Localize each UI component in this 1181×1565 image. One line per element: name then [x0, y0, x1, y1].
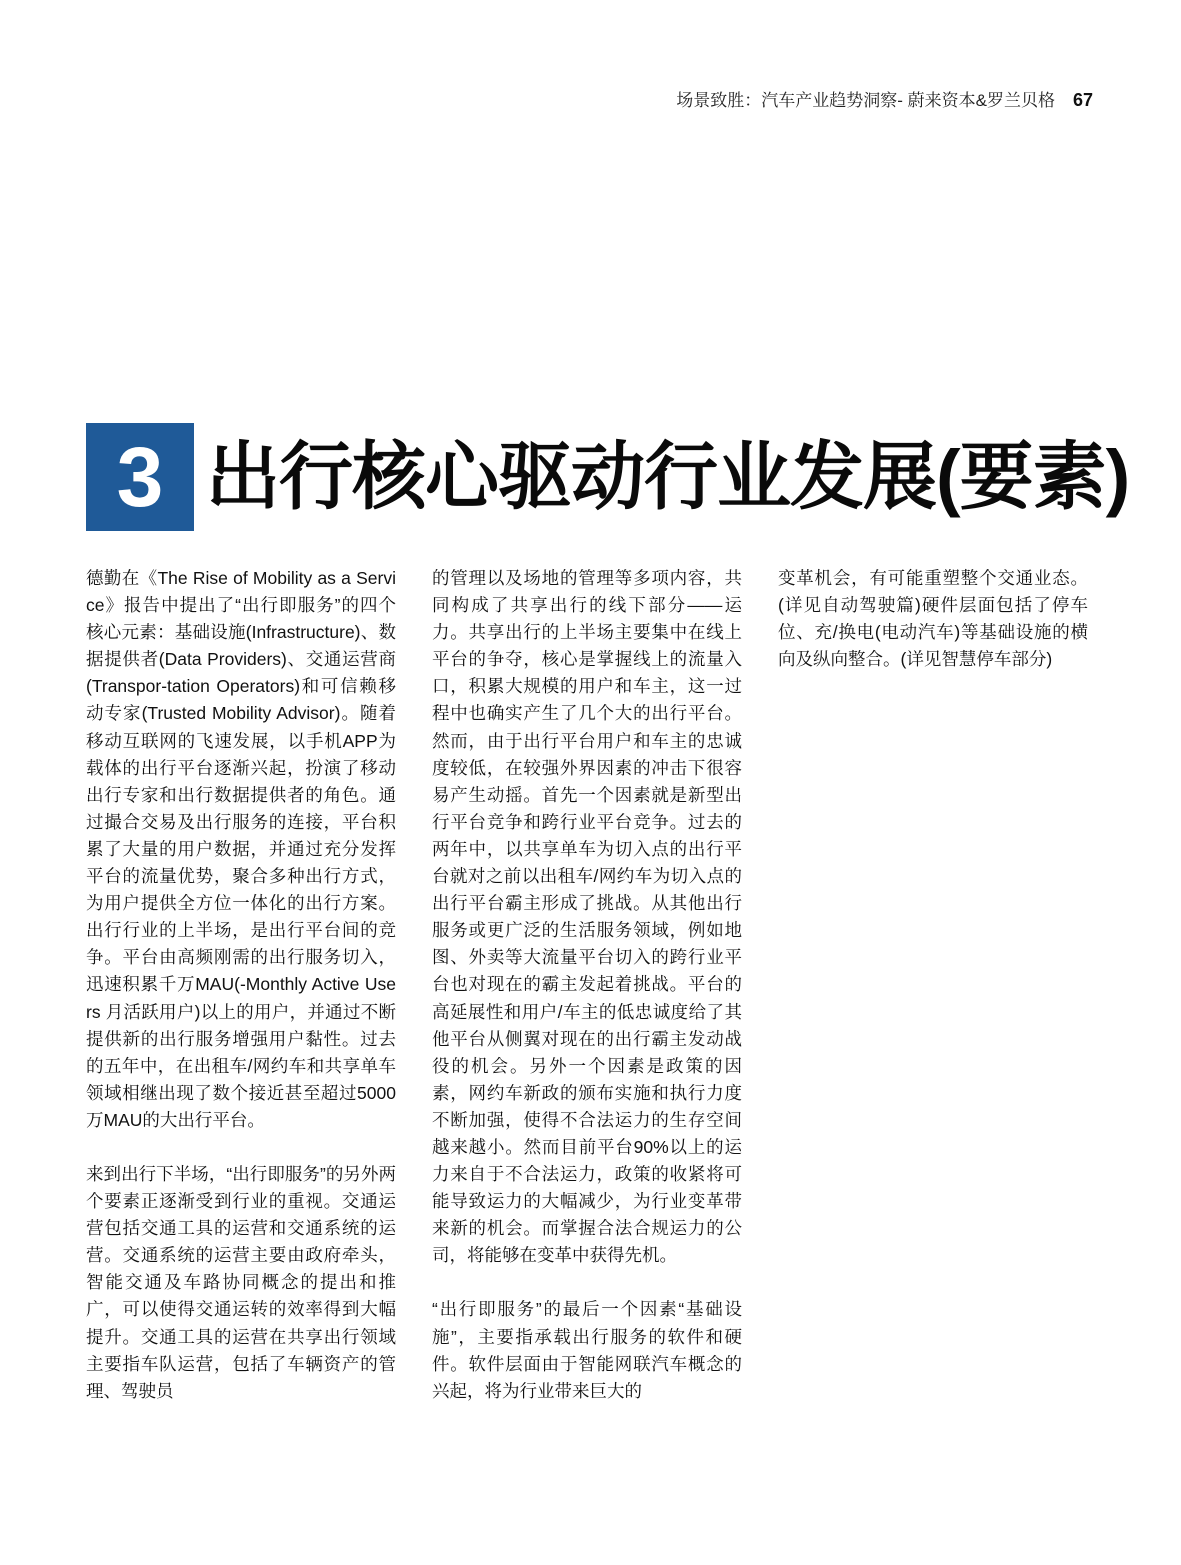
paragraph: “出行即服务”的最后一个因素“基础设施”，主要指承载出行服务的软件和硬件。软件层面由于智能网联汽车概念的兴起，将为行业带来巨大的	[432, 1299, 742, 1401]
running-header	[676, 86, 1093, 111]
text-column-1	[86, 565, 396, 1432]
body-columns	[86, 565, 1088, 1432]
page-number: 67	[1072, 90, 1093, 110]
text-column-2	[432, 565, 742, 1432]
paragraph: 的管理以及场地的管理等多项内容，共同构成了共享出行的线下部分——运力。共享出行的上半场主要集中在线上平台的争夺，核心是掌握线上的流量入口，积累大规模的用户和车主，这一过程中也确实产生了几个大的出行平台。然而，由于出行平台用户和车主的忠诚度较低，在较强外界因素的冲击下很容易产生动摇。首先一个因素就是新型出行平台竞争和跨行业平台竞争。过去的两年中，以共享单车为切入点的出行平台就对之前以出租车/网约车为切入点的出行平台霸主形成了挑战。从其他出行服务或更广泛的生活服务领域，例如地图、外卖等大流量平台切入的跨行业平台也对现在的霸主发起着挑战。平台的高延展性和用户/车主的低忠诚度给了其他平台从侧翼对现在的出行霸主发动战役的机会。另外一个因素是政策的因素，网约车新政的颁布实施和执行力度不断加强，使得不合法运力的生存空间越来越小。然而目前平台90%以上的运力来自于不合法运力，政策的收紧将可能导致运力的大幅减少，为行业变革带来新的机会。而掌握合法合规运力的公司，将能够在变革中获得先机。	[432, 568, 742, 1266]
text-column-3	[778, 565, 1088, 1432]
chapter-number-badge	[86, 423, 194, 531]
running-title: 场景致胜：汽车产业趋势洞察- 蔚来资本&罗兰贝格	[676, 91, 1055, 110]
paragraph: 来到出行下半场，“出行即服务”的另外两个要素正逐渐受到行业的重视。交通运营包括交通工具的运营和交通系统的运营。交通系统的运营主要由政府牵头，智能交通及车路协同概念的提出和推广，可以使得交通运转的效率得到大幅提升。交通工具的运营在共享出行领域主要指车队运营，包括了车辆资产的管理、驾驶员	[86, 1163, 396, 1401]
chapter-title: 出行核心驱动行业发展(要素)	[206, 435, 1130, 518]
chapter-heading	[86, 423, 1129, 531]
paragraph: 变革机会，有可能重塑整个交通业态。(详见自动驾驶篇)硬件层面包括了停车位、充/换电(电动汽车)等基础设施的横向及纵向整合。(详见智慧停车部分)	[778, 568, 1088, 670]
paragraph: 德勤在《The Rise of Mobility as a Service》报告中提出了“出行即服务”的四个核心元素：基础设施(Infrastructure)、数据提供者(Data Providers)、交通运营商(Transpor-tation Operators)和可信赖移动专家(Trusted Mobility Advisor)。随着移动互联网的飞速发展，以手机APP为载体的出行平台逐渐兴起，扮演了移动出行专家和出行数据提供者的角色。通过撮合交易及出行服务的连接，平台积累了大量的用户数据，并通过充分发挥平台的流量优势，聚合多种出行方式，为用户提供全方位一体化的出行方案。出行行业的上半场，是出行平台间的竞争。平台由高频刚需的出行服务切入，迅速积累千万MAU(-Monthly Active Users 月活跃用户)以上的用户，并通过不断提供新的出行服务增强用户黏性。过去的五年中，在出租车/网约车和共享单车领域相继出现了数个接近甚至超过5000万MAU的大出行平台。	[86, 568, 396, 1130]
chapter-number: 3	[116, 430, 164, 524]
